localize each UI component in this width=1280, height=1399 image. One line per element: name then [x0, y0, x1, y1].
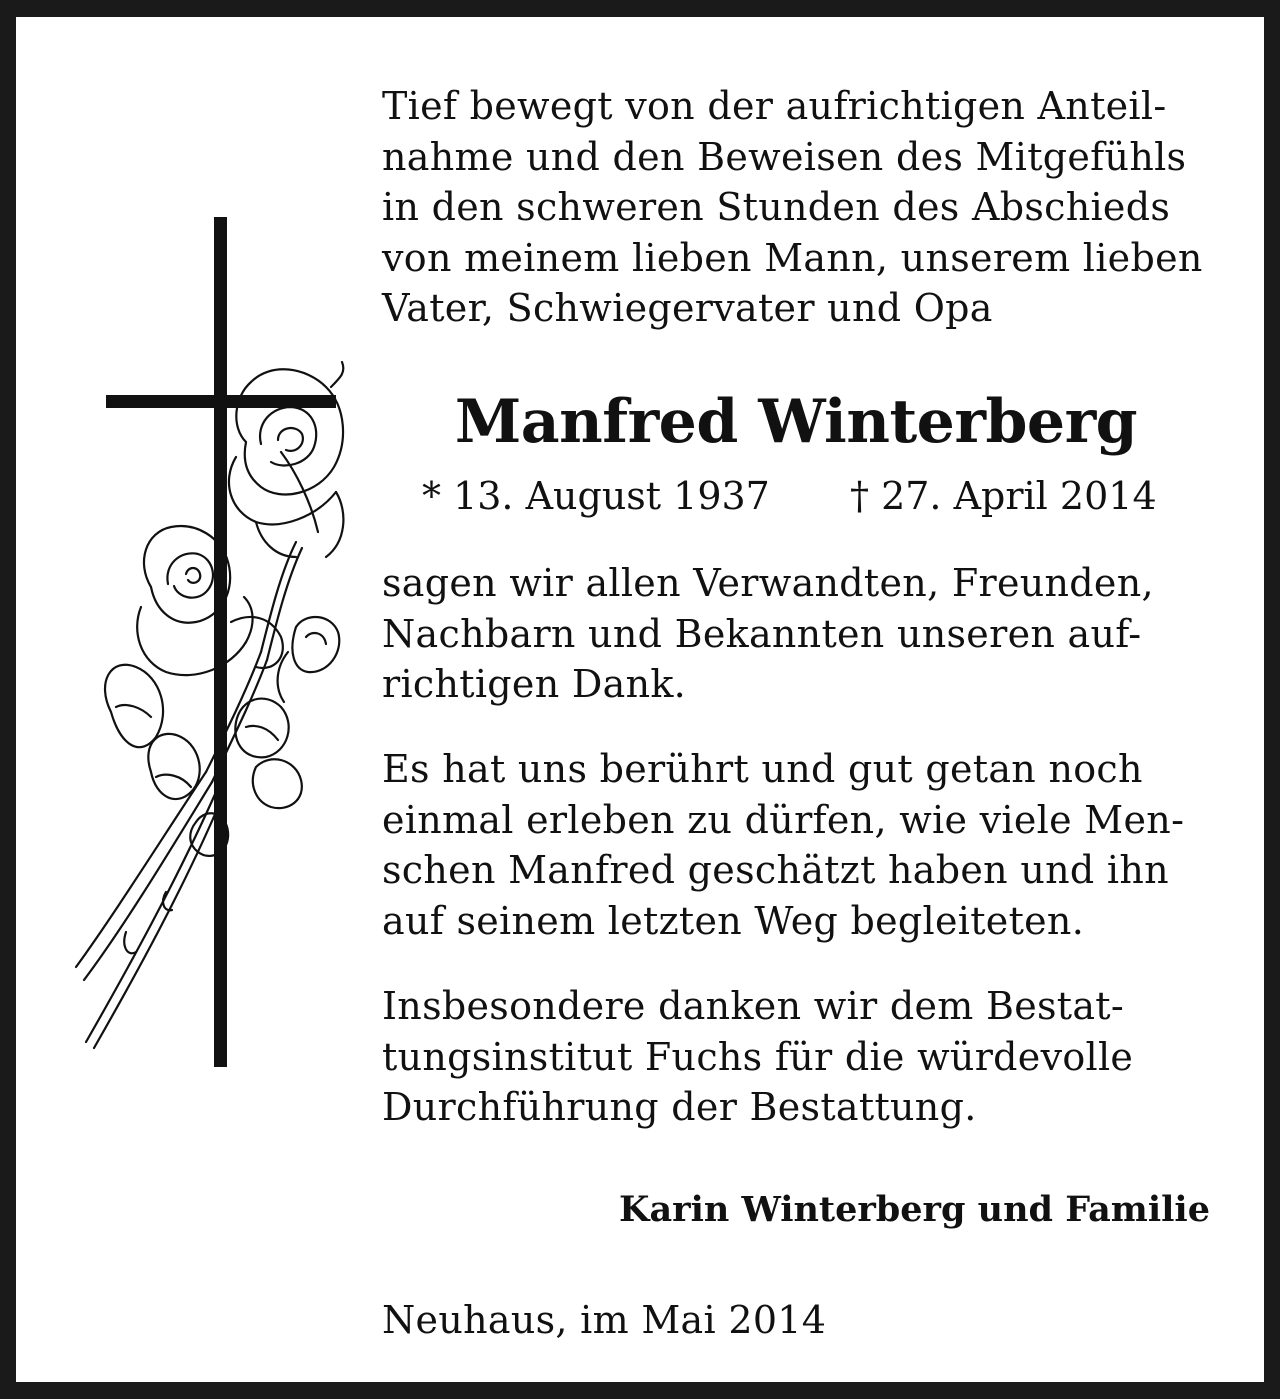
cross-with-roses-icon [56, 212, 356, 1082]
deceased-name: Manfred Winterberg [454, 387, 1138, 457]
cross-vertical-bar [214, 217, 227, 1067]
intro-paragraph: Tief bewegt von der aufrichtigen Anteil- nahme und den Beweisen des Mitgefühls in den schweren Stunden des Abschieds von meinem lieben Mann, unserem lieben Vater, Schwiegervater und Opa [382, 84, 1203, 330]
touched-paragraph: Es hat uns berührt und gut getan noch einmal erleben zu dürfen, wie viele Men- schen Manfred geschätzt haben und ihn auf seinem letzten Weg begleiteten. [382, 747, 1185, 943]
rose-bud [278, 617, 340, 702]
funeral-paragraph: Insbesondere danken wir dem Bestat- tungsinstitut Fuchs für die würdevolle Durchführung der Bestattung. [382, 984, 1134, 1129]
cross-horizontal-bar [106, 395, 336, 408]
place-and-date: Neuhaus, im Mai 2014 [382, 1298, 827, 1342]
death-date: † 27. April 2014 [850, 474, 1157, 518]
life-dates [382, 471, 1210, 521]
signature: Karin Winterberg und Familie [619, 1189, 1210, 1230]
thanks-paragraph: sagen wir allen Verwandten, Freunden, Nachbarn und Bekannten unseren auf- richtigen Dank. [382, 561, 1154, 706]
birth-date: * 13. August 1937 [422, 474, 770, 518]
notice-text-column [382, 81, 1210, 1230]
rose-stem [76, 772, 206, 967]
